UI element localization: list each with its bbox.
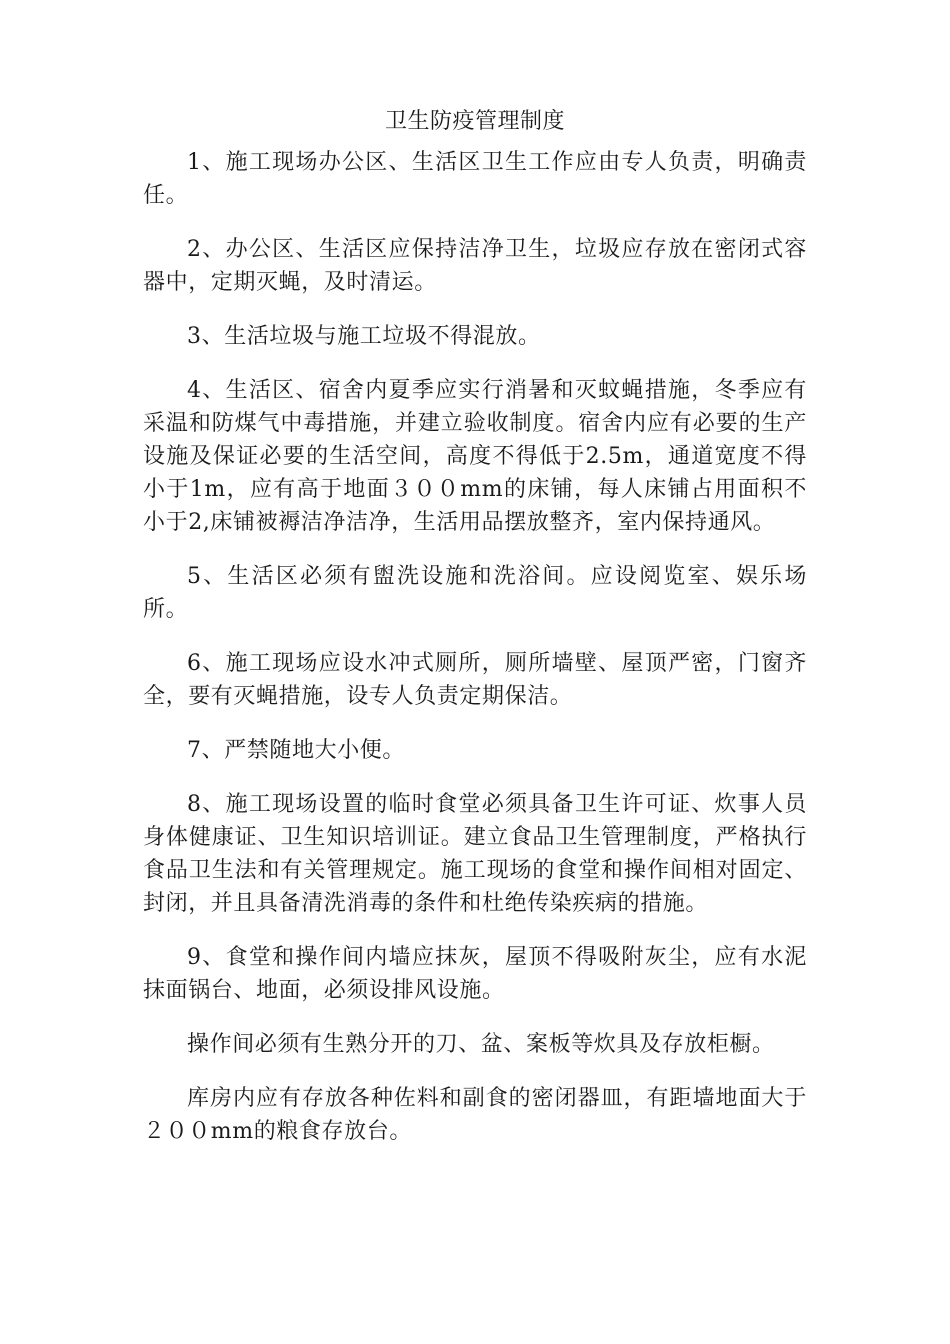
paragraph-9: 9、食堂和操作间内墙应抹灰，屋顶不得吸附灰尘，应有水泥抹面锅台、地面，必须设排风设施。 [143,945,807,1003]
paragraph-1: 1、施工现场办公区、生活区卫生工作应由专人负责，明确责任。 [143,150,807,208]
paragraph-8: 8、施工现场设置的临时食堂必须具备卫生许可证、炊事人员身体健康证、卫生知识培训证。建立食品卫生管理制度，严格执行食品卫生法和有关管理规定。施工现场的食堂和操作间相对固定、封闭，并且具备清洗消毒的条件和杜绝传染疾病的措施。 [143,792,807,916]
paragraph-3: 3、生活垃圾与施工垃圾不得混放。 [187,324,541,349]
document-body [143,146,807,1148]
paragraph-storage: 库房内应有存放各种佐料和副食的密闭器皿，有距墙地面大于２００mm的粮食存放台。 [143,1086,807,1144]
paragraph-5: 5、生活区必须有盥洗设施和洗浴间。应设阅览室、娱乐场所。 [143,564,807,622]
paragraph-6: 6、施工现场应设水冲式厕所，厕所墙壁、屋顶严密，门窗齐全，要有灭蝇措施，设专人负责定期保洁。 [143,651,807,709]
paragraph-kitchen-utensils: 操作间必须有生熟分开的刀、盆、案板等炊具及存放柜橱。 [187,1032,775,1057]
document-title: 卫生防疫管理制度 [384,109,565,134]
paragraph-4: 4、生活区、宿舍内夏季应实行消暑和灭蚊蝇措施，冬季应有采温和防煤气中毒措施，并建立验收制度。宿舍内应有必要的生产设施及保证必要的生活空间，高度不得低于2.5m，通道宽度不得小于1m，应有高于地面３００mm的床铺，每人床铺占用面积不小于2,床铺被褥洁净洁净，生活用品摆放整齐，室内保持通风。 [143,378,807,535]
paragraph-2: 2、办公区、生活区应保持洁净卫生，垃圾应存放在密闭式容器中，定期灭蝇，及时清运。 [143,237,807,295]
paragraph-7: 7、严禁随地大小便。 [187,738,405,763]
